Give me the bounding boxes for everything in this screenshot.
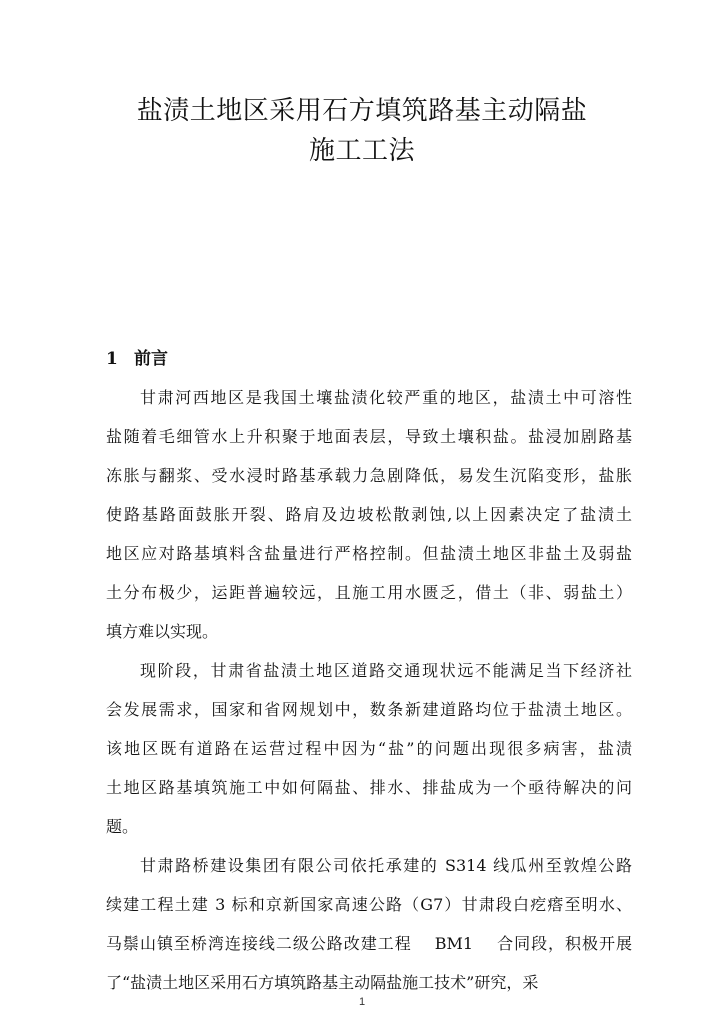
paragraph-line: 马鬃山镇至桥湾连接线二级公路改建工程 BM1 合同段，积极开展 — [106, 934, 632, 953]
paragraph-line: 该地区既有道路在运营过程中因为“盐”的问题出现很多病害，盐渍 — [106, 739, 632, 758]
section-title: 前言 — [134, 349, 168, 369]
document-title-line-2: 施工工法 — [308, 136, 415, 166]
paragraph-line: 土分布极少，运距普遍较远，且施工用水匮乏，借土（非、弱盐土） — [106, 583, 632, 602]
paragraph-line: 盐随着毛细管水上升积聚于地面表层，导致土壤积盐。盐浸加剧路基 — [106, 427, 632, 446]
paragraph-line: 甘肃河西地区是我国土壤盐渍化较严重的地区，盐渍土中可溶性 — [140, 388, 632, 407]
paragraph-line: 现阶段，甘肃省盐渍土地区道路交通现状远不能满足当下经济社 — [140, 661, 632, 680]
paragraph-line: 冻胀与翻浆、受水浸时路基承载力急剧降低，易发生沉陷变形，盐胀 — [106, 466, 632, 485]
paragraph-line: 甘肃路桥建设集团有限公司依托承建的 S314 线瓜州至敦煌公路 — [140, 856, 632, 875]
paragraph-line: 续建工程土建 3 标和京新国家高速公路（G7）甘肃段白疙瘩至明水、 — [106, 895, 632, 914]
page-number: 1 — [358, 996, 366, 1008]
paragraph-line: 题。 — [106, 817, 139, 836]
paragraph-line: 使路基路面鼓胀开裂、路肩及边坡松散剥蚀,以上因素决定了盐渍土 — [106, 505, 632, 524]
section-number: 1 — [106, 349, 118, 369]
paragraph-line: 会发展需求，国家和省网规划中，数条新建道路均位于盐渍土地区。 — [106, 700, 632, 719]
paragraph-line: 土地区路基填筑施工中如何隔盐、排水、排盐成为一个亟待解决的问 — [106, 778, 632, 797]
document-title-line-1: 盐渍土地区采用石方填筑路基主动隔盐 — [136, 96, 588, 126]
paragraph-line: 了“盐渍土地区采用石方填筑路基主动隔盐施工技术”研究，采 — [106, 973, 539, 992]
section-heading — [106, 344, 168, 369]
paragraph-line: 填方难以实现。 — [106, 622, 219, 641]
paragraph-line: 地区应对路基填料含盐量进行严格控制。但盐渍土地区非盐土及弱盐 — [106, 544, 632, 563]
